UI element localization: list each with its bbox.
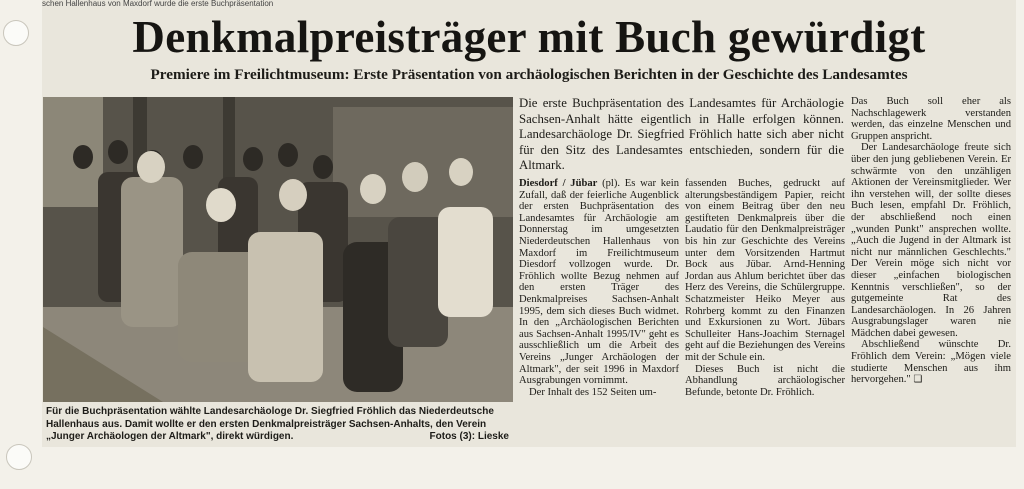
subheadline: Premiere im Freilichtmuseum: Erste Präsentation von archäologischen Berichten in der Geschichte des Landesamtes bbox=[150, 66, 908, 83]
article-intro: Die erste Buchpräsentation des Landesamtes für Archäologie Sachsen-Anhalt hätte eigentlich in Halle erfolgen können. Landesarchäologe Dr. Siegfried Fröhlich hatte sich aber nicht für den Sitz des Landesamtes entschieden, sondern für die Altmark. bbox=[519, 96, 844, 172]
column-2-text: fassenden Buches, gedruckt auf alterungsbeständigem Papier, reicht von einem Beitrag über den neu gestifteten Denkmalpreis über die Laudatio für den Denkmalpreisträger bis hin zur Geschichte des Vereins unter dem Vorsitzenden Hartmut Bock aus Jübar. Arnd-Henning Jordan aus Ahlum berichtet über das Herz des Vereins, die Schülergruppe. Schatzmeister Heiko Meyer aus Rohrberg kommt zu den Finanzen und Exkursionen zu Wort. Jübars Schulleiter Hans-Joachim Sternagel geht auf die Beziehungen des Vereins mit der Schule ein. bbox=[685, 178, 845, 363]
binder-hole-top bbox=[3, 20, 29, 46]
column-2 bbox=[685, 178, 845, 398]
end-of-article-mark: ❏ bbox=[913, 374, 923, 386]
photo-caption bbox=[46, 406, 509, 444]
caption-text: Für die Buchpräsentation wählte Landesarchäologe Dr. Siegfried Fröhlich das Niederdeutsche Hallenhaus aus. Damit wollte er den ersten Denkmalpreisträger Sachsen-Anhalts, den Verein „Junger Archäologen der Altmark", direkt würdigen. bbox=[46, 406, 494, 442]
previous-article-fragment: schen Hallenhaus von Maxdorf wurde die erste Buchpräsentation bbox=[42, 0, 274, 8]
paragraph bbox=[851, 339, 1011, 385]
photo-credit: Fotos (3): Lieske bbox=[429, 431, 509, 442]
column-1 bbox=[519, 178, 679, 398]
closing-quote: Abschließend wünschte Dr. Fröhlich dem Verein: „Mögen viele studierte Menschen aus ihm hervorgehen." bbox=[851, 339, 1011, 386]
newspaper-clipping bbox=[42, 0, 1016, 447]
column-1-text: (pl). Es war kein Zufall, daß der feierliche Augenblick der ersten Buchpräsentation des Landesamtes für Archäologie am Donnerstag im umgesetzten Niederdeutschen Hallenhaus von Maxdorf im Freilichtmuseum Diesdorf vollzogen wurde. Dr. Fröhlich wollte Bezug nehmen auf den ersten Träger des Denkmalpreises Sachsen-Anhalt 1995, dem sich dieses Buch widmet. In den „Archäologischen Berichten aus Sachsen-Anhalt 1995/IV" geht es ausschließlich um die Arbeit des Vereins „Junger Archäologen der Altmark", der seit 1996 in Maxdorf Ausgrabungen vornimmt. bbox=[519, 178, 680, 387]
paragraph: Dieses Buch ist nicht die Abhandlung archäologischer Befunde, betonte Dr. Fröhlich. bbox=[685, 363, 845, 398]
column-3 bbox=[851, 96, 1011, 386]
audience-illustration bbox=[43, 97, 513, 402]
headline: Denkmalpreisträger mit Buch gewürdigt bbox=[132, 12, 926, 62]
paragraph: Der Inhalt des 152 Seiten um- bbox=[529, 386, 657, 398]
binder-hole-bottom bbox=[6, 444, 32, 470]
event-photo bbox=[43, 97, 513, 402]
dateline: Diesdorf / Jübar bbox=[519, 178, 598, 189]
paragraph: Das Buch soll eher als Nachschlagewerk verstanden werden, das einzelne Menschen und Gruppen anspricht. bbox=[851, 96, 1011, 142]
paragraph bbox=[519, 178, 679, 387]
paragraph: Der Landesarchäologe freute sich über den jung gebliebenen Verein. Er schwärmte von den unzähligen Aktionen der Vereinsmitglieder. Wer ihn verstehen will, der sollte dieses Buch lesen, empfahl Dr. Fröhlich, der abschließend noch einen „wunden Punkt" ansprechen wollte. „Auch die Jugend in der Altmark ist nicht nur männlichen Geschlechts." Der Verein möge sich nicht vor dieser „einfachen biologischen Kenntnis verschließen", so der gutgemeinte Rat des Landesarchäologen. In 26 Jahren Ausgrabungslager waren nie Mädchen dabei gewesen. bbox=[851, 142, 1011, 339]
